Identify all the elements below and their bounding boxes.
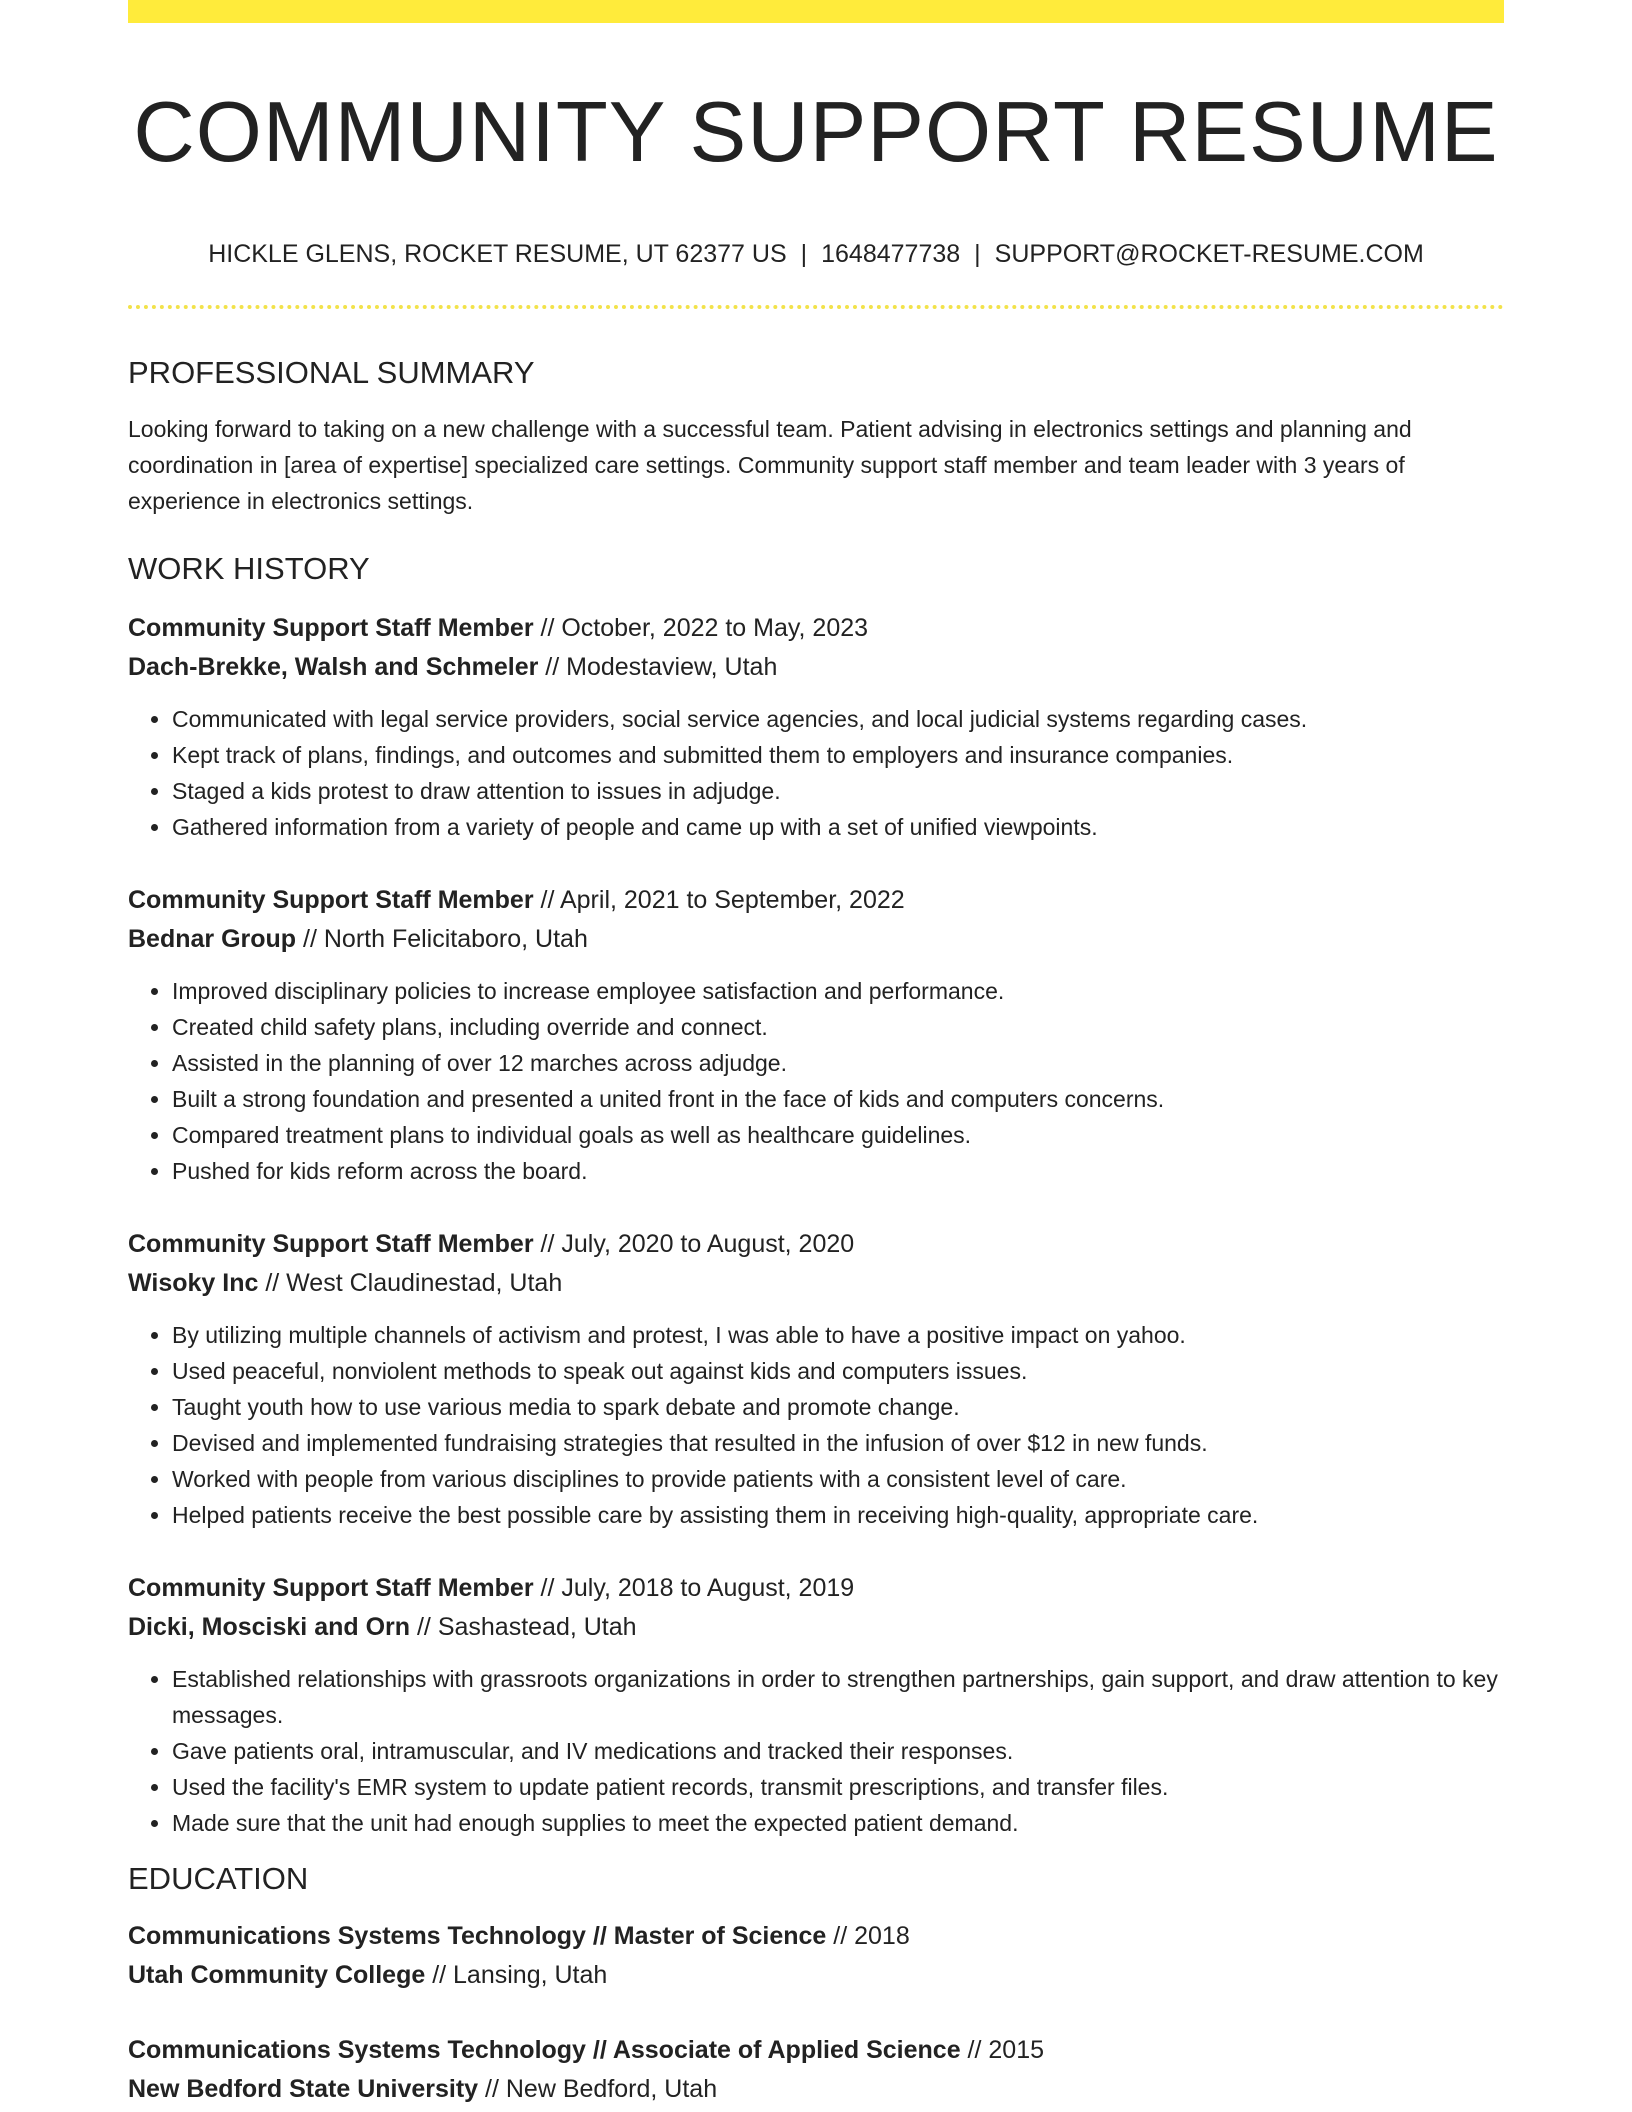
duty-item: • Used peaceful, nonviolent methods to speak out against kids and computers issues. (172, 1353, 1504, 1389)
duty-item: • Devised and implemented fundraising strategies that resulted in the infusion of over $12 in new funds. (172, 1425, 1504, 1461)
duty-item: • Made sure that the unit had enough supplies to meet the expected patient demand. (172, 1805, 1504, 1841)
job-role: Community Support Staff Member (128, 1574, 534, 1602)
job-duties (128, 973, 1504, 1189)
job-company: Bednar Group (128, 925, 297, 953)
job-title-line (128, 1569, 1504, 1608)
duty-item: • Pushed for kids reform across the board. (172, 1153, 1504, 1189)
duty-item: • Taught youth how to use various media to spark debate and promote change. (172, 1389, 1504, 1425)
job-company: Dach-Brekke, Walsh and Schmeler (128, 653, 539, 681)
job-company-line (128, 1608, 1504, 1647)
work-history-heading: WORK HISTORY (128, 551, 370, 586)
job-duties (128, 1661, 1504, 1841)
duty-item: • Helped patients receive the best possible care by assisting them in receiving high-quality, appropriate care. (172, 1497, 1504, 1533)
contact-separator: | (800, 240, 808, 268)
contact-email: SUPPORT@ROCKET-RESUME.COM (994, 240, 1424, 268)
contact-separator: | (974, 240, 981, 268)
education-location: // New Bedford, Utah (478, 2075, 718, 2103)
job-role: Community Support Staff Member (128, 1230, 534, 1258)
job-title-line (128, 1225, 1504, 1264)
job-dates: // July, 2018 to August, 2019 (533, 1574, 855, 1602)
duty-item: • Communicated with legal service providers, social service agencies, and local judicial systems regarding cases. (172, 701, 1504, 737)
job-company-line (128, 648, 1504, 687)
job-location: // Sashastead, Utah (410, 1613, 637, 1641)
job-role: Community Support Staff Member (128, 886, 534, 914)
job-company: Dicki, Mosciski and Orn (128, 1613, 411, 1641)
contact-line (128, 239, 1504, 269)
job-entry (128, 1225, 1504, 1533)
education-school: New Bedford State University (128, 2075, 479, 2103)
duty-item: • By utilizing multiple channels of activism and protest, I was able to have a positive impact on yahoo. (172, 1317, 1504, 1353)
education-school-line (128, 1956, 1504, 1995)
education-degree-line (128, 2031, 1504, 2070)
contact-phone: 1648477738 (821, 240, 961, 268)
duty-item: • Built a strong foundation and presented a united front in the face of kids and computers concerns. (172, 1081, 1504, 1117)
job-role: Community Support Staff Member (128, 614, 534, 642)
duty-item: • Kept track of plans, findings, and outcomes and submitted them to employers and insurance companies. (172, 737, 1504, 773)
resume-title: COMMUNITY SUPPORT RESUME (133, 85, 1499, 180)
duty-item: • Used the facility's EMR system to update patient records, transmit prescriptions, and transfer files. (172, 1769, 1504, 1805)
duty-item: • Gathered information from a variety of people and came up with a set of unified viewpoints. (172, 809, 1504, 845)
job-list (128, 609, 1504, 1841)
education-heading: EDUCATION (128, 1861, 309, 1896)
job-location: // North Felicitaboro, Utah (296, 925, 588, 953)
duty-item: • Created child safety plans, including override and connect. (172, 1009, 1504, 1045)
job-duties (128, 701, 1504, 845)
job-duties (128, 1317, 1504, 1533)
job-entry (128, 1569, 1504, 1841)
duty-item: • Improved disciplinary policies to increase employee satisfaction and performance. (172, 973, 1504, 1009)
duty-item: • Assisted in the planning of over 12 marches across adjudge. (172, 1045, 1504, 1081)
job-company-line (128, 1264, 1504, 1303)
job-title-line (128, 881, 1504, 920)
resume-content (128, 23, 1504, 2109)
education-list (128, 1917, 1504, 2109)
education-school-line (128, 2070, 1504, 2109)
job-location: // Modestaview, Utah (538, 653, 778, 681)
education-year: // 2015 (960, 2036, 1045, 2064)
education-degree: Communications Systems Technology // Master of Science (128, 1922, 827, 1950)
education-degree: Communications Systems Technology // Associate of Applied Science (128, 2036, 961, 2064)
job-dates: // October, 2022 to May, 2023 (533, 614, 869, 642)
contact-address: HICKLE GLENS, ROCKET RESUME, UT 62377 US (208, 240, 787, 268)
education-location: // Lansing, Utah (425, 1961, 608, 1989)
education-entry (128, 1917, 1504, 1995)
job-dates: // July, 2020 to August, 2020 (533, 1230, 855, 1258)
accent-top-bar (128, 0, 1504, 23)
summary-heading: PROFESSIONAL SUMMARY (128, 355, 535, 390)
job-entry (128, 609, 1504, 845)
job-dates: // April, 2021 to September, 2022 (533, 886, 905, 914)
duty-item: • Gave patients oral, intramuscular, and IV medications and tracked their responses. (172, 1733, 1504, 1769)
education-degree-line (128, 1917, 1504, 1956)
job-title-line (128, 609, 1504, 648)
job-location: // West Claudinestad, Utah (258, 1269, 563, 1297)
duty-item: • Established relationships with grassroots organizations in order to strengthen partnerships, gain support, and draw attention to key messages. (172, 1661, 1504, 1733)
job-entry (128, 881, 1504, 1189)
duty-item: • Staged a kids protest to draw attention to issues in adjudge. (172, 773, 1504, 809)
duty-item: • Compared treatment plans to individual goals as well as healthcare guidelines. (172, 1117, 1504, 1153)
education-school: Utah Community College (128, 1961, 426, 1989)
education-year: // 2018 (826, 1922, 910, 1950)
education-entry (128, 2031, 1504, 2109)
duty-item: • Worked with people from various disciplines to provide patients with a consistent level of care. (172, 1461, 1504, 1497)
summary-text: Looking forward to taking on a new challenge with a successful team. Patient advising in electronics settings and planning and coordination in [area of expertise] specialized care settings. Community support staff member and team leader with 3 years of experience in electronics settings. (128, 416, 1412, 514)
dotted-divider (128, 305, 1504, 309)
job-company-line (128, 920, 1504, 959)
job-company: Wisoky Inc (128, 1269, 259, 1297)
